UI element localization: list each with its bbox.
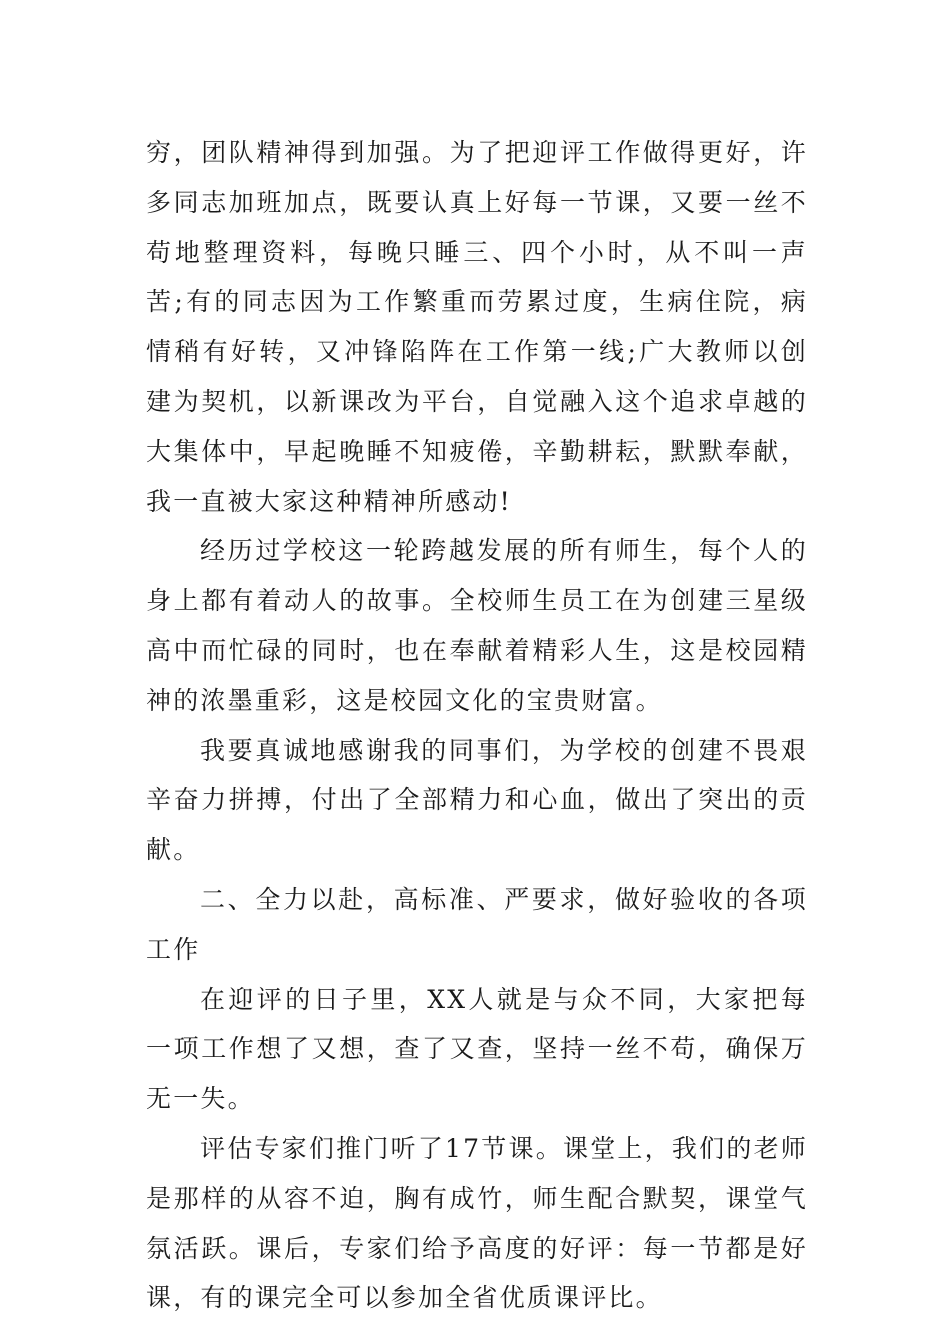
paragraph-thanks-colleagues: 我要真诚地感谢我的同事们，为学校的创建不畏艰辛奋力拼搏，付出了全部精力和心血，做出了突出的贡献。: [146, 735, 808, 865]
section-heading-two: 二、全力以赴，高标准、严要求，做好验收的各项工作: [146, 884, 808, 964]
document-body: [146, 128, 808, 1323]
paragraph-evaluation-days: 在迎评的日子里，XX人就是与众不同，大家把每一项工作想了又想，查了又查，坚持一丝不苟，确保万无一失。: [146, 984, 808, 1114]
paragraph-expert-review: 评估专家们推门听了17节课。课堂上，我们的老师是那样的从容不迫，胸有成竹，师生配合默契，课堂气氛活跃。课后，专家们给予高度的好评：每一节都是好课，有的课完全可以参加全省优质课评比。: [146, 1133, 808, 1313]
paragraph-continuation: 穷，团队精神得到加强。为了把迎评工作做得更好，许多同志加班加点，既要认真上好每一节课，又要一丝不苟地整理资料，每晚只睡三、四个小时，从不叫一声苦;有的同志因为工作繁重而劳累过度，生病住院，病情稍有好转，又冲锋陷阵在工作第一线;广大教师以创建为契机，以新课改为平台，自觉融入这个追求卓越的大集体中，早起晚睡不知疲倦，辛勤耕耘，默默奉献，我一直被大家这种精神所感动!: [146, 138, 808, 516]
paragraph-school-stories: 经历过学校这一轮跨越发展的所有师生，每个人的身上都有着动人的故事。全校师生员工在为创建三星级高中而忙碌的同时，也在奉献着精彩人生，这是校园精神的浓墨重彩，这是校园文化的宝贵财富。: [146, 536, 808, 715]
